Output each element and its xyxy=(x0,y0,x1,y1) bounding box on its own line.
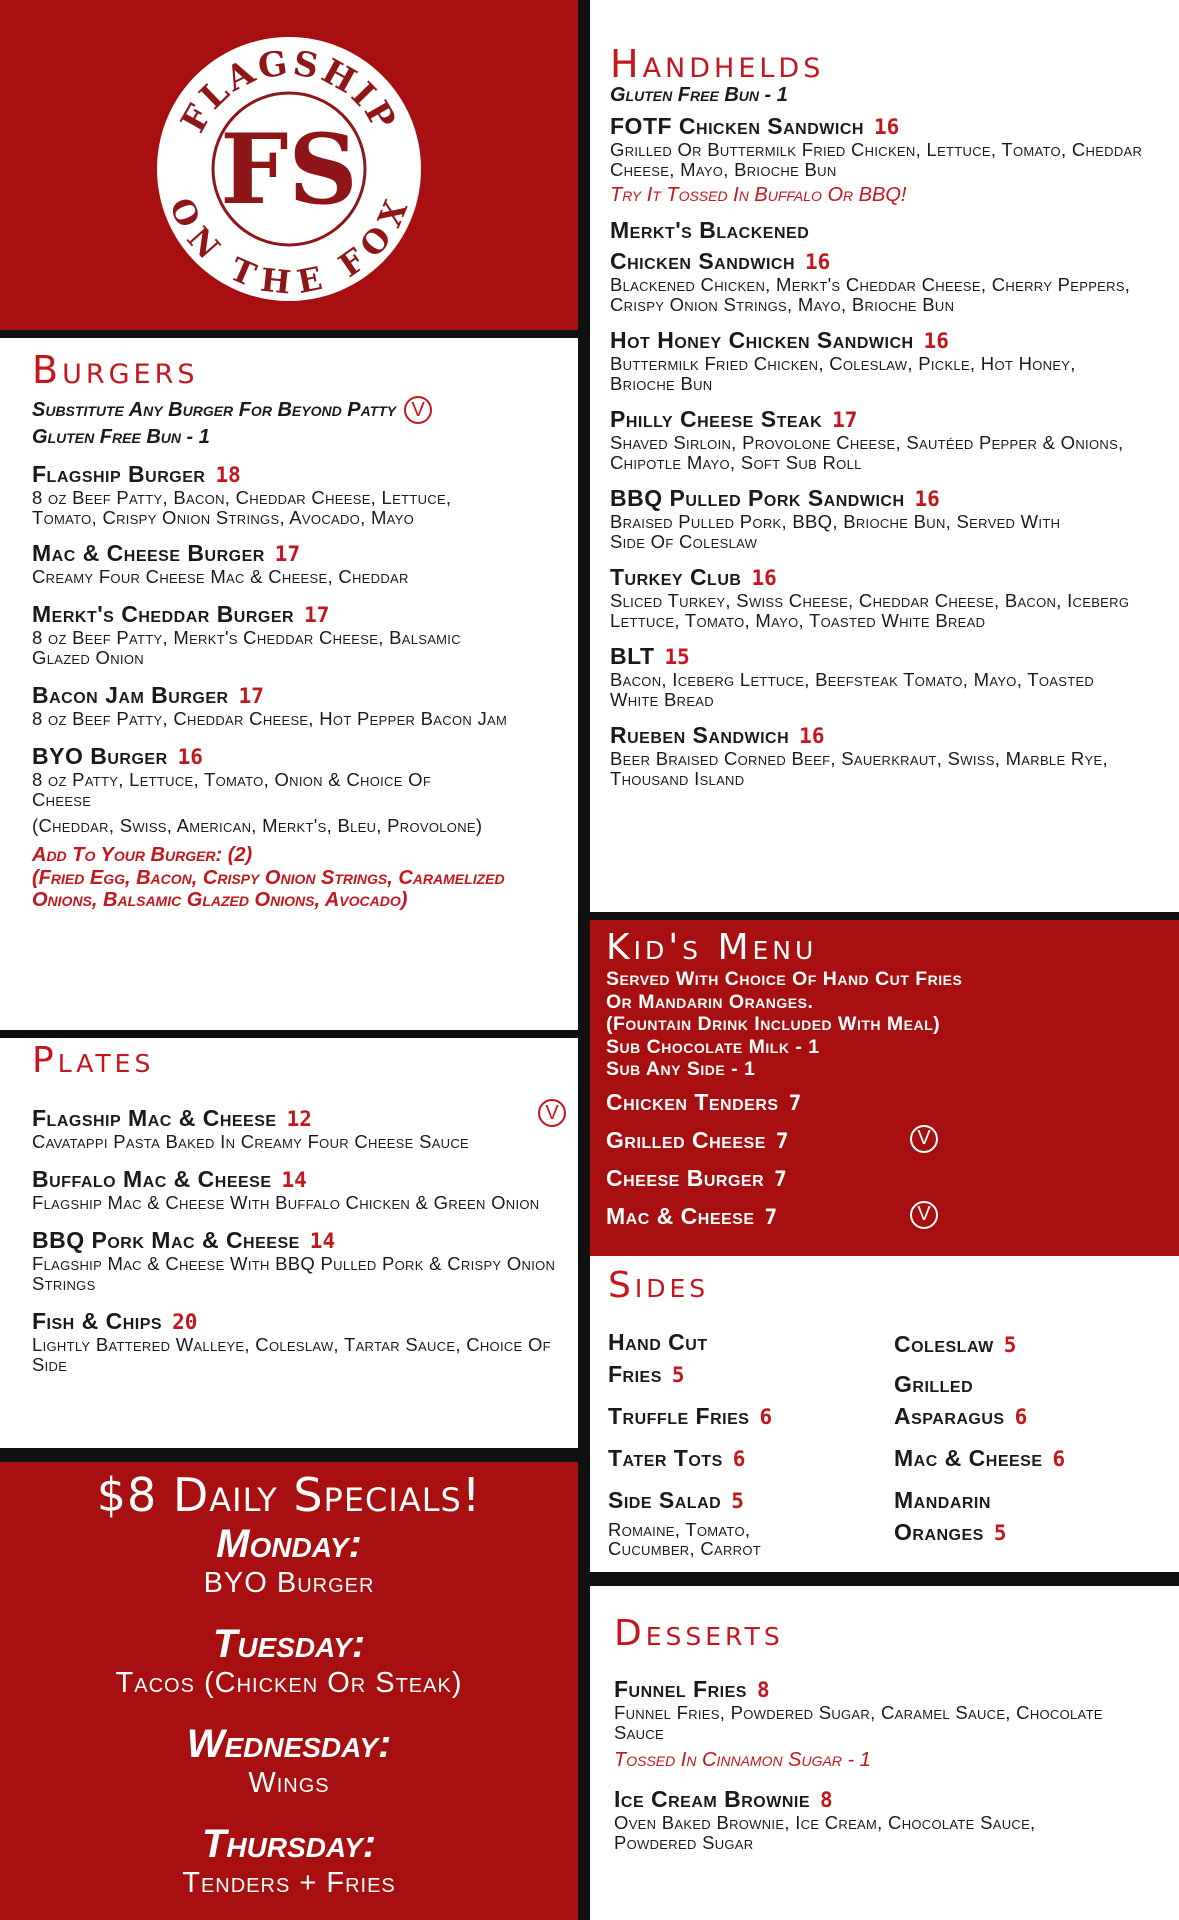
item-name: BYO Burger xyxy=(32,743,168,769)
menu-item xyxy=(610,113,1170,207)
item-name: Philly Cheese Steak xyxy=(610,406,823,432)
item-name: Bacon Jam Burger xyxy=(32,682,229,708)
item-description: Shaved Sirloin, Provolone Cheese, Sautéed Pepper & Onions, Chipotle Mayo, Soft Sub Roll xyxy=(610,432,1124,473)
item-description: Beer Braised Corned Beef, Sauerkraut, Swiss, Marble Rye, Thousand Island xyxy=(610,748,1108,789)
logo-panel xyxy=(0,0,578,330)
item-price: 5 xyxy=(731,1489,744,1513)
burgers-note xyxy=(32,396,577,424)
logo-bottom-text: ON THE FOX xyxy=(161,192,417,302)
menu-item xyxy=(32,682,577,729)
logo-monogram: FS xyxy=(220,113,358,226)
item-price: 17 xyxy=(304,603,330,627)
menu-item xyxy=(610,406,1170,473)
section-title: Sides xyxy=(608,1265,710,1306)
item-price: 16 xyxy=(751,566,777,590)
item-description: Funnel Fries, Powdered Sugar, Caramel Sauce, Chocolate Sauce xyxy=(614,1702,1103,1743)
item-description: 8 oz Beef Patty, Merkt's Cheddar Cheese, Balsamic Glazed Onion xyxy=(32,627,461,668)
item-price: 5 xyxy=(993,1521,1007,1545)
specials-title: $8 Daily Specials! xyxy=(96,1468,482,1522)
item-extra: Tossed In Cinnamon Sugar - 1 xyxy=(614,1749,871,1771)
sides-right-column xyxy=(894,1328,1164,1552)
kids-info xyxy=(606,968,1179,1081)
item-description: Buttermilk Fried Chicken, Coleslaw, Pickle, Hot Honey, Brioche Bun xyxy=(610,353,1076,394)
beyond-patty-note: Substitute Any Burger For Beyond Patty xyxy=(32,398,397,421)
item-name: Hand Cut xyxy=(608,1329,708,1355)
kids-info-line: Sub Any Side - 1 xyxy=(606,1058,756,1080)
item-name: Turkey Club xyxy=(610,564,742,590)
item-name: Flagship Burger xyxy=(32,461,206,487)
item-price: 17 xyxy=(238,684,264,708)
side-item xyxy=(894,1484,1164,1552)
item-name: Tater Tots xyxy=(608,1445,723,1471)
vegetarian-icon: V xyxy=(910,1201,938,1229)
menu-item xyxy=(610,643,1170,710)
item-name: Mac & Cheese xyxy=(894,1445,1043,1471)
menu-item xyxy=(610,327,1170,394)
plates-section xyxy=(32,1040,577,1375)
item-name: FOTF Chicken Sandwich xyxy=(610,113,864,139)
item-price: 16 xyxy=(914,487,940,511)
item-description: Grilled Or Buttermilk Fried Chicken, Lettuce, Tomato, Cheddar Cheese, Mayo, Brioche Bun xyxy=(610,139,1143,180)
item-price: 16 xyxy=(923,329,949,353)
divider xyxy=(578,0,590,1920)
item-name: Grilled Cheese xyxy=(606,1126,766,1153)
menu-item xyxy=(32,461,577,528)
item-name: Side Salad xyxy=(608,1487,722,1513)
item-price: 15 xyxy=(664,645,690,669)
kids-item xyxy=(606,1127,1179,1159)
item-price: 7 xyxy=(775,1128,789,1153)
item-price: 8 xyxy=(820,1788,833,1812)
divider xyxy=(590,912,1179,920)
divider xyxy=(590,1572,1179,1586)
special-day: Thursday: xyxy=(201,1822,377,1866)
sides-section xyxy=(608,1266,1173,1566)
item-price: 16 xyxy=(805,250,831,274)
kids-item xyxy=(606,1165,1179,1197)
item-price: 20 xyxy=(172,1310,198,1334)
kids-info-line: (Fountain Drink Included With Meal) xyxy=(606,1013,941,1035)
kids-item xyxy=(606,1089,1179,1121)
item-description: Flagship Mac & Cheese With Buffalo Chicken & Green Onion xyxy=(32,1192,540,1213)
burgers-section xyxy=(32,348,577,911)
menu-item xyxy=(32,1308,577,1375)
special-item: Wings xyxy=(248,1767,330,1799)
item-name: Coleslaw xyxy=(894,1331,994,1357)
item-name: Funnel Fries xyxy=(614,1676,747,1702)
item-name: Truffle Fries xyxy=(608,1403,750,1429)
kids-info-line: Served With Choice Of Hand Cut Fries xyxy=(606,968,963,990)
menu-item xyxy=(610,485,1170,552)
item-price: 14 xyxy=(281,1168,307,1192)
item-description: Cavatappi Pasta Baked In Creamy Four Cheese Sauce xyxy=(32,1131,470,1152)
item-price: 17 xyxy=(832,408,858,432)
item-description: Blackened Chicken, Merkt's Cheddar Cheese, Cherry Peppers, Crispy Onion Strings, Mayo, Brioche Bun xyxy=(610,274,1131,315)
item-name-line2: Asparagus xyxy=(894,1403,1005,1429)
vegetarian-icon: V xyxy=(404,396,432,424)
menu-item xyxy=(32,540,577,587)
item-name: Cheese Burger xyxy=(606,1164,765,1191)
special-day: Wednesday: xyxy=(186,1722,392,1766)
special-item: BYO Burger xyxy=(203,1567,375,1599)
item-name: Mandarin xyxy=(894,1487,991,1513)
item-price: 6 xyxy=(1052,1447,1066,1471)
item-name: Mac & Cheese xyxy=(606,1202,755,1229)
item-price: 7 xyxy=(774,1166,787,1191)
side-item xyxy=(894,1368,1164,1436)
menu-item xyxy=(610,217,1170,315)
addon-list: (Fried Egg, Bacon, Crispy Onion Strings, Caramelized Onions, Balsamic Glazed Onions, Avocado) xyxy=(32,867,505,911)
section-title: Kid's Menu xyxy=(606,927,818,968)
item-name: Grilled xyxy=(894,1371,974,1397)
menu-item xyxy=(610,564,1170,631)
item-name: Hot Honey Chicken Sandwich xyxy=(610,327,914,353)
kids-info-line: Sub Chocolate Milk - 1 xyxy=(606,1035,820,1058)
item-description: Romaine, Tomato, Cucumber, Carrot xyxy=(608,1519,762,1559)
item-price: 12 xyxy=(286,1107,312,1131)
item-name: Merkt's Cheddar Burger xyxy=(32,601,295,627)
sides-left-column xyxy=(608,1326,878,1558)
logo xyxy=(155,35,423,303)
item-name: BLT xyxy=(610,643,655,669)
item-price: 16 xyxy=(873,115,900,139)
menu-item xyxy=(614,1676,1169,1772)
vegetarian-icon: V xyxy=(538,1099,566,1127)
item-description: 8 oz Beef Patty, Cheddar Cheese, Hot Pepper Bacon Jam xyxy=(32,708,508,729)
item-name: Mac & Cheese Burger xyxy=(32,540,265,566)
item-description: 8 oz Patty, Lettuce, Tomato, Onion & Choice Of Cheese xyxy=(32,769,432,810)
menu-item xyxy=(32,601,577,668)
item-extra: Try It Tossed In Buffalo Or BBQ! xyxy=(610,184,907,206)
item-price: 14 xyxy=(309,1229,336,1253)
cheese-options: (Cheddar, Swiss, American, Merkt's, Bleu, Provolone) xyxy=(32,815,483,836)
kids-item xyxy=(606,1203,1179,1235)
item-price: 16 xyxy=(799,724,825,748)
menu-item xyxy=(610,722,1170,789)
special-item: Tenders + Fries xyxy=(182,1867,396,1899)
item-name: BBQ Pork Mac & Cheese xyxy=(32,1227,300,1253)
item-price: 16 xyxy=(177,745,203,769)
item-description: Flagship Mac & Cheese With BBQ Pulled Pork & Crispy Onion Strings xyxy=(32,1253,556,1294)
desserts-section xyxy=(614,1614,1169,1853)
menu-item xyxy=(32,1166,577,1213)
specials-panel xyxy=(0,1462,578,1920)
item-name: Ice Cream Brownie xyxy=(614,1786,810,1812)
addon-title: Add To Your Burger: (2) xyxy=(32,844,253,866)
special-day: Monday: xyxy=(216,1522,362,1566)
item-name-line2: Fries xyxy=(608,1361,662,1387)
divider xyxy=(0,330,578,338)
side-item xyxy=(894,1442,1164,1478)
item-name-line2: Chicken Sandwich xyxy=(610,248,795,274)
item-description: Oven Baked Brownie, Ice Cream, Chocolate Sauce, Powdered Sugar xyxy=(614,1812,1036,1853)
item-name: Chicken Tenders xyxy=(606,1088,779,1115)
item-name: Flagship Mac & Cheese xyxy=(32,1105,277,1131)
item-price: 5 xyxy=(671,1363,685,1387)
gluten-free-note: Gluten Free Bun - 1 xyxy=(32,426,210,448)
side-item xyxy=(608,1484,878,1558)
item-price: 17 xyxy=(274,542,301,566)
item-description: Creamy Four Cheese Mac & Cheese, Cheddar xyxy=(32,566,409,587)
item-name: Rueben Sandwich xyxy=(610,722,790,748)
section-title: Plates xyxy=(32,1040,155,1081)
item-price: 7 xyxy=(788,1090,802,1115)
menu-item xyxy=(614,1786,1169,1853)
item-price: 6 xyxy=(732,1447,746,1471)
item-name: Fish & Chips xyxy=(32,1308,163,1334)
item-name: BBQ Pulled Pork Sandwich xyxy=(610,485,905,511)
divider xyxy=(0,1030,578,1038)
item-price: 5 xyxy=(1003,1333,1017,1357)
item-description: Braised Pulled Pork, BBQ, Brioche Bun, Served With Side Of Coleslaw xyxy=(610,511,1061,552)
item-price: 8 xyxy=(756,1678,770,1702)
side-item xyxy=(894,1328,1164,1364)
section-title: Handhelds xyxy=(610,42,825,86)
menu-item xyxy=(32,1101,577,1152)
item-price: 7 xyxy=(764,1204,778,1229)
side-item xyxy=(608,1326,878,1394)
item-description: 8 oz Beef Patty, Bacon, Cheddar Cheese, Lettuce, Tomato, Crispy Onion Strings, Avocado, Mayo xyxy=(32,487,452,528)
item-description: Lightly Battered Walleye, Coleslaw, Tartar Sauce, Choice Of Side xyxy=(32,1334,551,1375)
menu-item xyxy=(32,1227,577,1294)
special-day: Tuesday: xyxy=(212,1622,366,1666)
kids-info-line: Or Mandarin Oranges. xyxy=(606,990,814,1013)
item-description: Bacon, Iceberg Lettuce, Beefsteak Tomato, Mayo, Toasted White Bread xyxy=(610,669,1095,710)
item-name: Merkt's Blackened xyxy=(610,217,810,243)
item-name: Buffalo Mac & Cheese xyxy=(32,1166,272,1192)
side-item xyxy=(608,1400,878,1436)
section-title: Desserts xyxy=(614,1613,784,1654)
item-name-line2: Oranges xyxy=(894,1519,984,1545)
section-title: Burgers xyxy=(32,348,199,392)
gluten-free-note: Gluten Free Bun - 1 xyxy=(610,84,788,106)
vegetarian-icon: V xyxy=(910,1125,938,1153)
item-price: 6 xyxy=(1014,1405,1028,1429)
item-price: 18 xyxy=(215,463,241,487)
item-description: Sliced Turkey, Swiss Cheese, Cheddar Cheese, Bacon, Iceberg Lettuce, Tomato, Mayo, Toasted White Bread xyxy=(610,590,1130,631)
divider xyxy=(0,1448,578,1462)
item-price: 6 xyxy=(759,1405,773,1429)
logo-top-text: FLAGSHIP xyxy=(173,42,405,140)
handhelds-section xyxy=(610,44,1170,789)
kids-menu-panel xyxy=(590,920,1179,1256)
side-item xyxy=(608,1442,878,1478)
menu-item xyxy=(32,743,577,838)
special-item: Tacos (Chicken Or Steak) xyxy=(115,1667,463,1699)
